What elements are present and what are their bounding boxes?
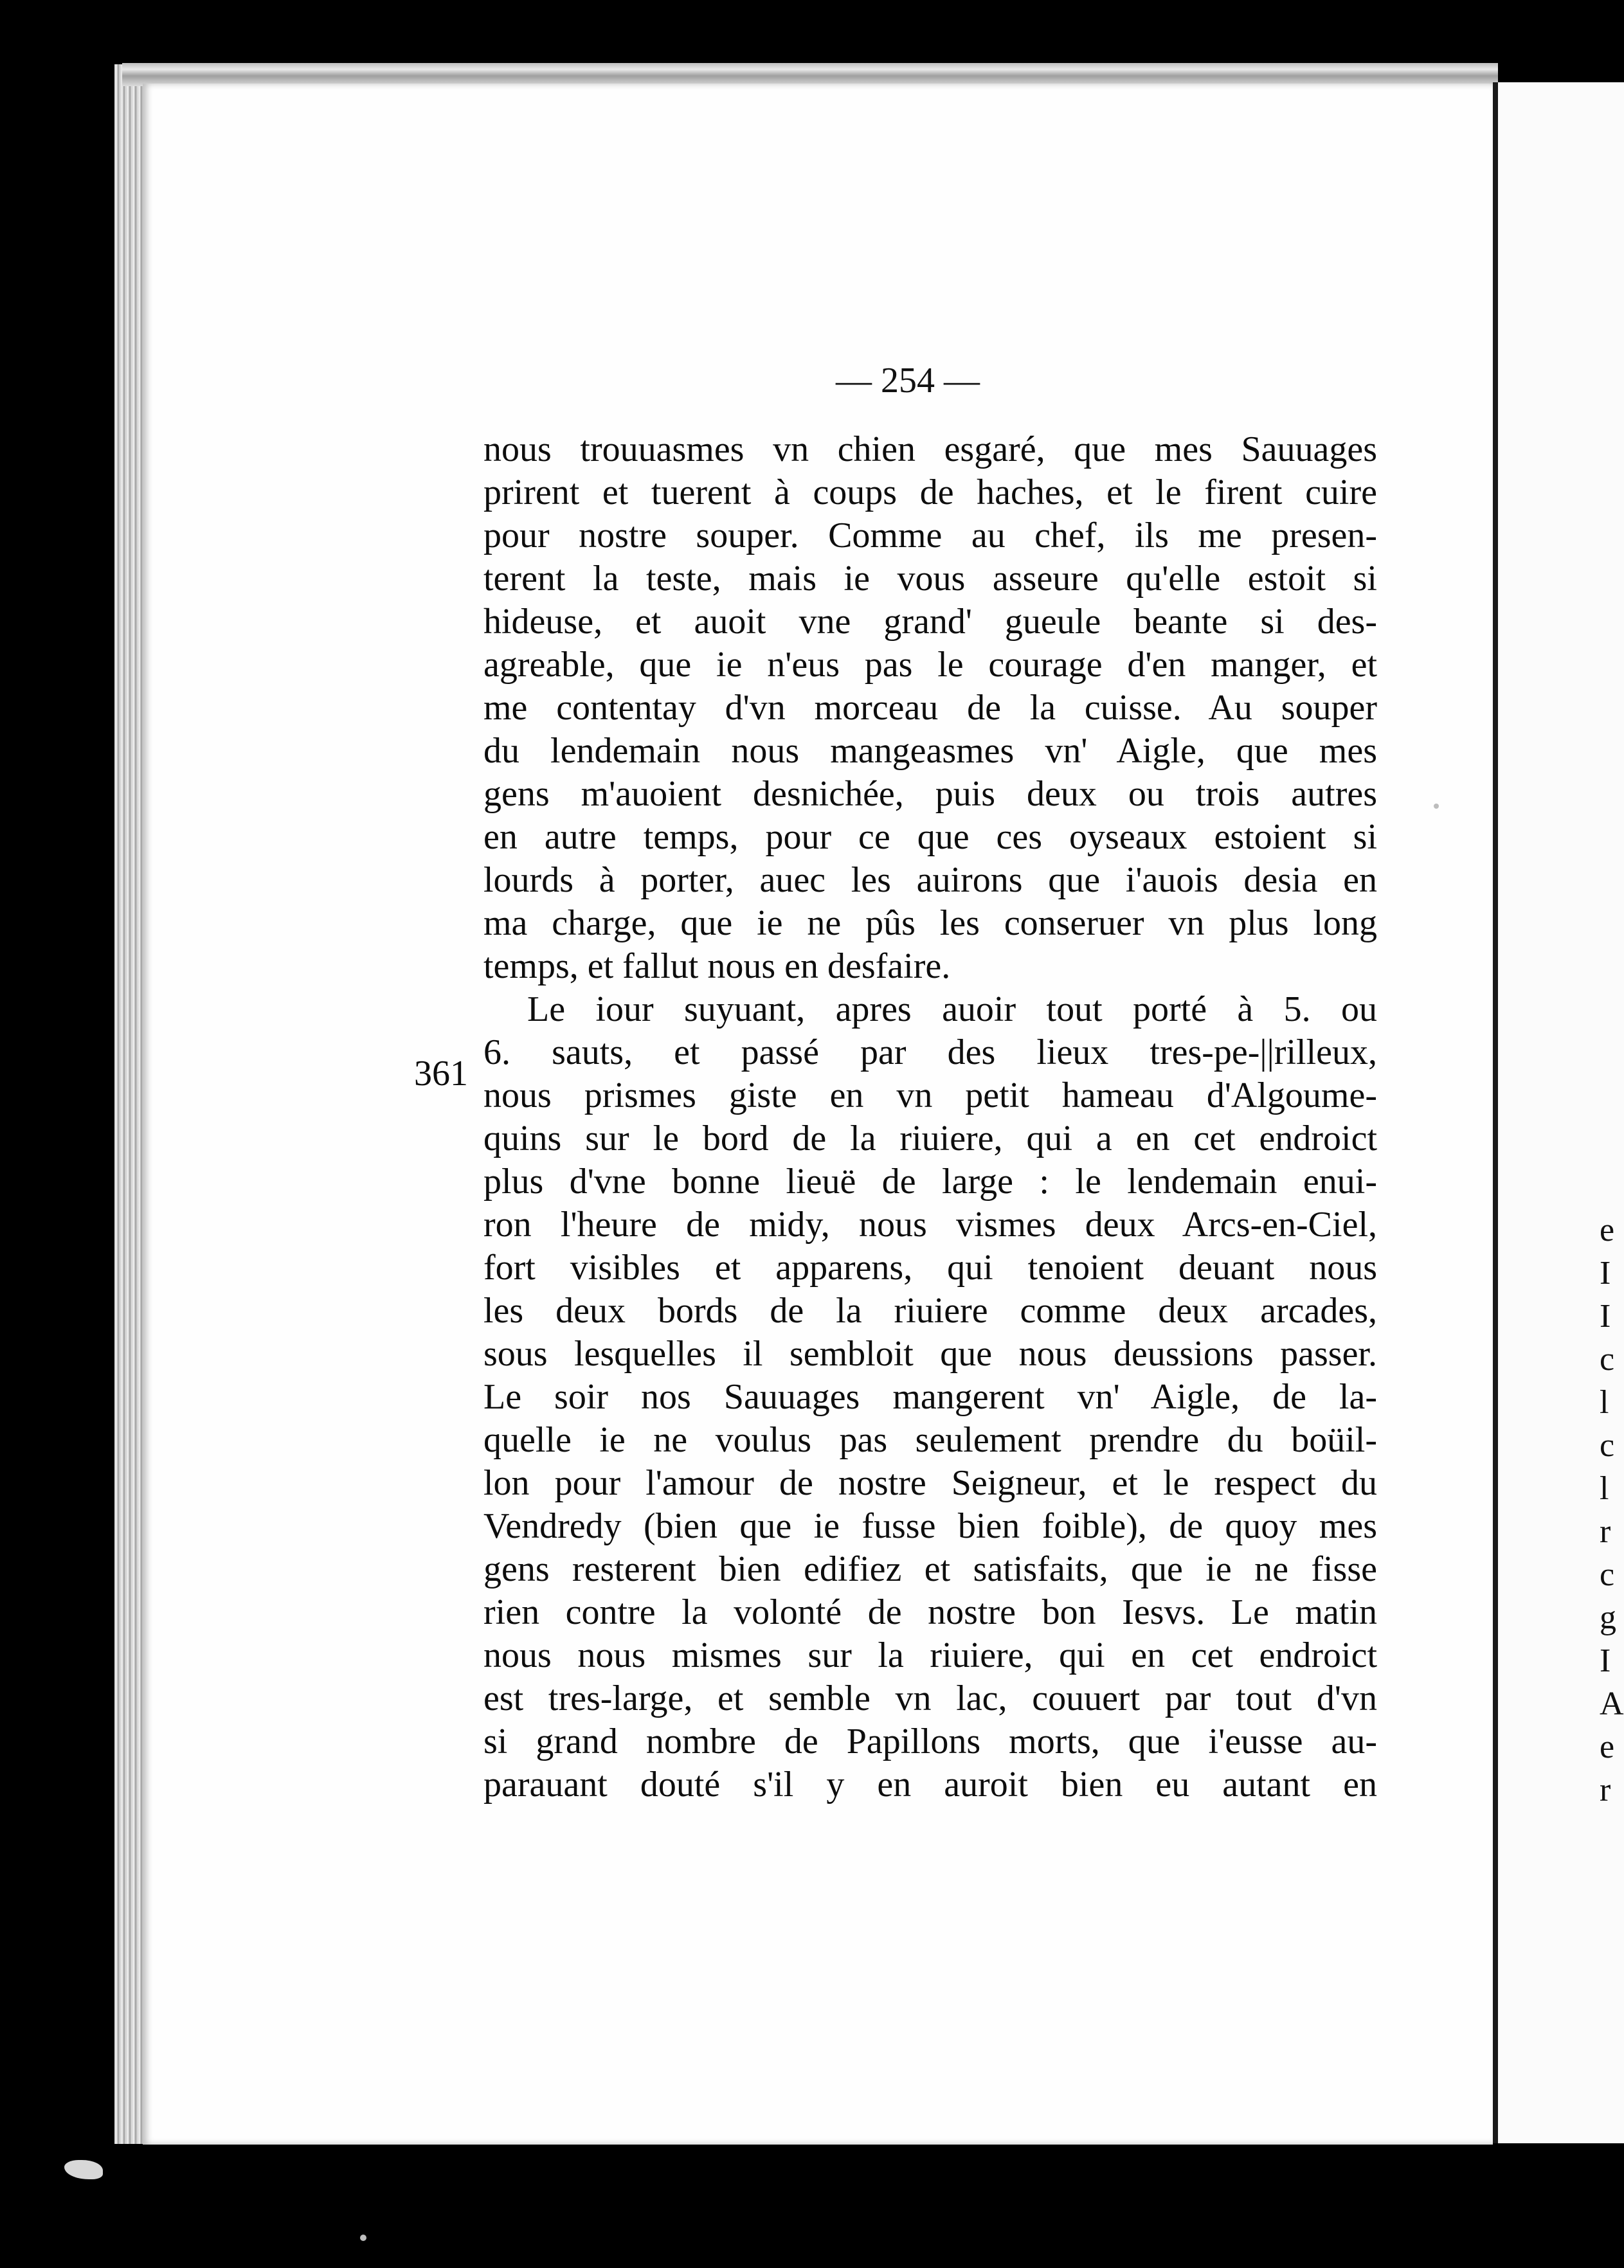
text-line: parauant douté s'il y en auroit bien eu autant en — [483, 1765, 1377, 1805]
facing-page-letter: g — [1600, 1599, 1616, 1636]
facing-page-letter: l — [1600, 1384, 1609, 1421]
facing-page-letter: l — [1600, 1470, 1609, 1507]
text-line: nous nous mismes sur la riuiere, qui en cet endroict — [483, 1635, 1377, 1675]
facing-page-letter: c — [1600, 1427, 1615, 1464]
text-line: quelle ie ne voulus pas seulement prendre du boüil- — [483, 1420, 1377, 1460]
scan-blemish — [1434, 804, 1439, 809]
text-line: en autre temps, pour ce que ces oyseaux estoient si — [483, 817, 1377, 857]
facing-page-letter: I — [1600, 1643, 1611, 1679]
text-line: terent la teste, mais ie vous asseure qu'elle estoit si — [483, 559, 1377, 598]
text-line: 6. sauts, et passé par des lieux tres-pe-||rilleux, — [483, 1032, 1377, 1072]
text-line: gens resterent bien edifiez et satisfaits, que ie ne fisse — [483, 1549, 1377, 1589]
page-number: — 254 — — [836, 361, 980, 401]
text-line: lourds à porter, auec les auirons que i'auois desia en — [483, 860, 1377, 900]
text-line: agreable, que ie n'eus pas le courage d'en manger, et — [483, 645, 1377, 685]
facing-page-letter: A — [1600, 1686, 1624, 1722]
text-line: sous lesquelles il sembloit que nous deussions passer. — [483, 1334, 1377, 1374]
facing-page-letter: e — [1600, 1729, 1615, 1765]
text-line: fort visibles et apparens, qui tenoient deuant nous — [483, 1248, 1377, 1288]
text-line: hideuse, et auoit vne grand' gueule beante si des- — [483, 602, 1377, 642]
facing-page-letter: c — [1600, 1341, 1615, 1378]
top-page-edge — [122, 63, 1498, 86]
text-line: Le iour suyuant, apres auoir tout porté à 5. ou — [527, 989, 1377, 1029]
facing-page-strip — [1493, 82, 1624, 2143]
text-line: me contentay d'vn morceau de la cuisse. Au souper — [483, 688, 1377, 728]
text-line: nous trouuasmes vn chien esgaré, que mes Sauuages — [483, 429, 1377, 469]
facing-page-letter: c — [1600, 1556, 1615, 1593]
scan-blemish — [64, 2160, 103, 2179]
text-line: si grand nombre de Papillons morts, que i'eusse au- — [483, 1722, 1377, 1761]
text-line: du lendemain nous mangeasmes vn' Aigle, que mes — [483, 731, 1377, 771]
text-line: prirent et tuerent à coups de haches, et le firent cuire — [483, 473, 1377, 512]
text-line: Le soir nos Sauuages mangerent vn' Aigle, de la- — [483, 1377, 1377, 1417]
facing-page-letter: I — [1600, 1298, 1611, 1335]
margin-page-reference: 361 — [414, 1054, 468, 1094]
text-line: rien contre la volonté de nostre bon Iesvs. Le matin — [483, 1592, 1377, 1632]
text-line: lon pour l'amour de nostre Seigneur, et le respect du — [483, 1463, 1377, 1503]
facing-page-letter: e — [1600, 1212, 1615, 1248]
facing-page-letter: r — [1600, 1513, 1611, 1550]
text-line: les deux bords de la riuiere comme deux arcades, — [483, 1291, 1377, 1331]
text-line: gens m'auoient desnichée, puis deux ou trois autres — [483, 774, 1377, 814]
facing-page-letter: I — [1600, 1255, 1611, 1292]
text-line: Vendredy (bien que ie fusse bien foible), de quoy mes — [483, 1506, 1377, 1546]
facing-page-letter: r — [1600, 1772, 1611, 1808]
text-line: temps, et fallut nous en desfaire. — [483, 946, 951, 986]
text-line: plus d'vne bonne lieuë de large : le lendemain enui- — [483, 1162, 1377, 1202]
text-line: quins sur le bord de la riuiere, qui a en cet endroict — [483, 1119, 1377, 1158]
text-line: nous prismes giste en vn petit hameau d'Algoume- — [483, 1076, 1377, 1115]
text-line: ron l'heure de midy, nous vismes deux Arcs-en-Ciel, — [483, 1205, 1377, 1245]
facing-page-letters — [1600, 1209, 1624, 1812]
text-line: est tres-large, et semble vn lac, couuert par tout d'vn — [483, 1679, 1377, 1718]
text-line: pour nostre souper. Comme au chef, ils me presen- — [483, 516, 1377, 555]
text-line: ma charge, que ie ne pûs les conseruer vn plus long — [483, 903, 1377, 943]
scan-blemish — [360, 2235, 366, 2241]
